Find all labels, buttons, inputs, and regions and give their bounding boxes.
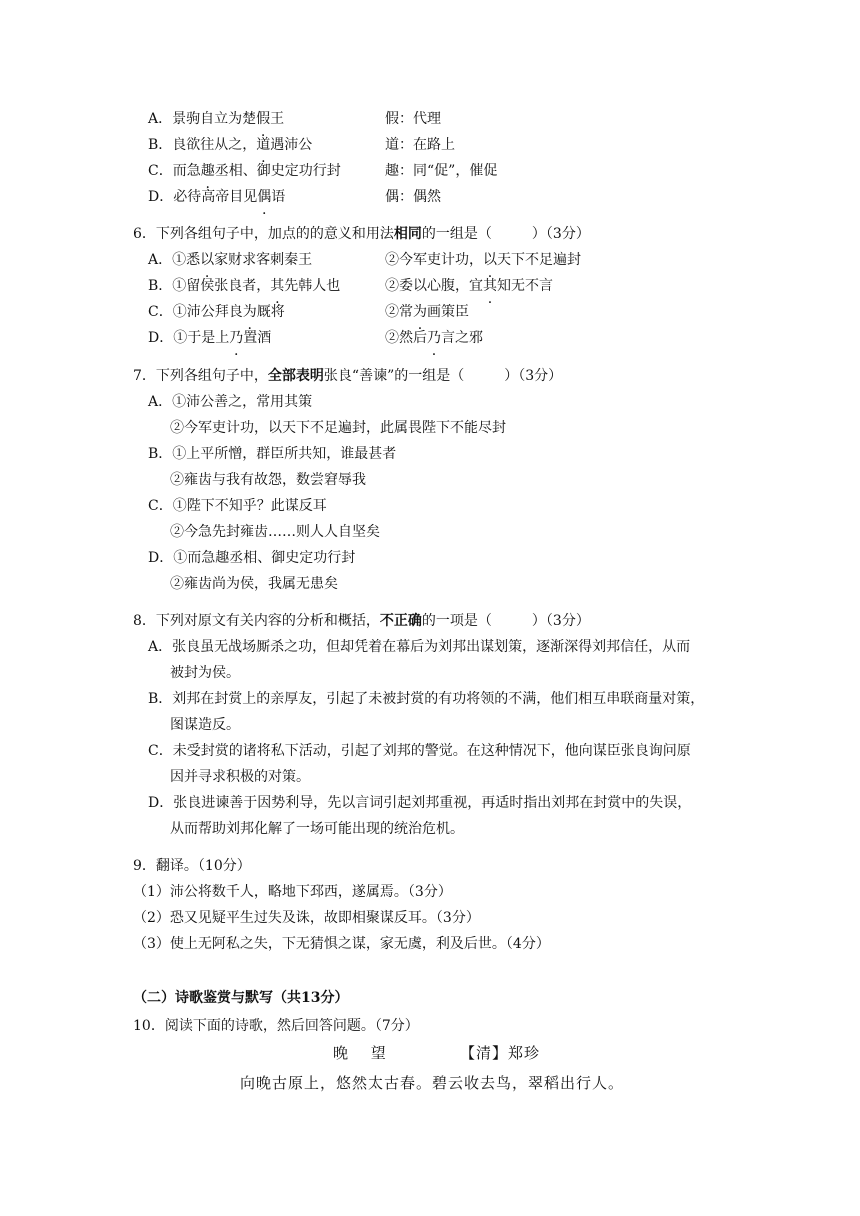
q7-option-b: B．①上平所憎，群臣所共知，谁最甚者: [148, 446, 397, 462]
q8-option-d-cont: 从而帮助刘邦化解了一场可能出现的统治危机。: [170, 821, 464, 837]
emphasis-char: 其: [483, 278, 497, 294]
q10-stem: 10．阅读下面的诗歌，然后回答问题。（7分）: [133, 1018, 419, 1034]
q5-option-d: D．必待高帝目见偶语: [148, 189, 286, 205]
emphasis-char: 假: [256, 111, 271, 127]
emphasis-char: 以: [483, 252, 497, 268]
q9-sentence-3: （3）使上无阿私之失，下无猜惧之谋，家无虞，利及后世。（4分）: [133, 936, 550, 952]
q5-gloss-a: 假：代理: [385, 111, 441, 127]
q6-stem: 6．下列各组句子中，加点的的意义和用法相同的一组是（ ）（3分）: [133, 226, 590, 242]
q5-gloss-c: 趣：同“促”，催促: [385, 163, 498, 179]
poem-author: 【清】郑珍: [460, 1044, 541, 1062]
q6-option-c: C．①沛公拜良为厩将: [148, 304, 285, 320]
emphasis-char: 偶: [257, 189, 272, 205]
q9-sentence-2: （2）恐又见疑平生过失及诛，故即相聚谋反耳。（3分）: [133, 910, 480, 926]
q7-option-d: D．①而急趣丞相、御史定功行封: [148, 550, 356, 566]
q7-option-a: A．①沛公善之，常用其策: [148, 394, 313, 410]
q6-option-d: D．①于是上乃置酒: [148, 330, 272, 346]
emphasis-char: 乃: [427, 330, 441, 346]
q5-gloss-d: 偶：偶然: [385, 189, 441, 205]
q8-stem: 8．下列对原文有关内容的分析和概括，不正确的一项是（ ）（3分）: [133, 613, 590, 629]
q6-option-b-second: ②委以心腹，宜其知无不言: [385, 278, 553, 294]
q8-option-b-cont: 图谋造反。: [170, 717, 240, 733]
q6-option-c-second: ②常为画策臣: [385, 304, 469, 320]
q9-sentence-1: （1）沛公将数千人，略地下邳西，遂属焉。（3分）: [133, 884, 452, 900]
q7-option-b-second: ②雍齿与我有故怨，数尝窘辱我: [170, 472, 366, 488]
q5-option-a: A．景驹自立为楚假王: [148, 111, 285, 127]
q5-option-c: C．而急趣丞相、御史定功行封: [148, 163, 341, 179]
q7-option-a-second: ②今军吏计功，以天下不足遍封，此属畏陛下不能尽封: [170, 420, 506, 436]
emphasis-char: 以: [200, 252, 215, 268]
q7-option-c: C．①陛下不知乎？此谋反耳: [148, 498, 327, 514]
q9-stem: 9．翻译。（10分）: [133, 858, 251, 874]
emphasis-char: 其: [270, 278, 285, 294]
q5-gloss-b: 道：在路上: [385, 137, 455, 153]
emphasis-char: 趣: [200, 163, 215, 179]
poem-line: 向晚古原上，悠然太古春。碧云收去鸟，翠稻出行人。: [240, 1074, 625, 1092]
q6-option-a: A．①悉以家财求客刺秦王: [148, 252, 313, 268]
q8-option-a: A．张良虽无战场厮杀之功，但却凭着在幕后为刘邦出谋划策，逐渐深得刘邦信任，从而: [148, 639, 691, 655]
q8-option-d: D．张良进谏善于因势利导，先以言词引起刘邦重视，再适时指出刘邦在封赏中的失误，: [148, 795, 692, 811]
q5-option-b: B．良欲往从之，道遇沛公: [148, 137, 313, 153]
q6-option-b: B．①留侯张良者，其先韩人也: [148, 278, 341, 294]
q8-option-a-cont: 被封为侯。: [170, 665, 240, 681]
emphasis-char: 乃: [229, 330, 244, 346]
q6-option-d-second: ②然后乃言之邪: [385, 330, 483, 346]
q8-option-c-cont: 因并寻求积极的对策。: [170, 769, 310, 785]
q7-stem: 7．下列各组句子中，全部表明张良“善谏”的一组是（ ）（3分）: [133, 368, 563, 384]
q7-option-d-second: ②雍齿尚为侯，我属无患矣: [170, 576, 338, 592]
q6-option-a-second: ②今军吏计功，以天下不足遍封: [385, 252, 581, 268]
emphasis-char: 为: [413, 304, 427, 320]
emphasis-char: 为: [242, 304, 257, 320]
q8-option-c: C．未受封赏的诸将私下活动，引起了刘邦的警觉。在这种情况下，他向谋臣张良询问原: [148, 743, 691, 759]
q8-option-b: B．刘邦在封赏上的亲厚友，引起了未被封赏的有功将领的不满，他们相互串联商量对策，: [148, 691, 705, 707]
q7-option-c-second: ②今急先封雍齿……则人人自坚矣: [170, 524, 380, 540]
section-heading: （二）诗歌鉴赏与默写（共13分）: [133, 990, 349, 1006]
poem-title: 晚 望: [333, 1044, 387, 1062]
emphasis-char: 道: [256, 137, 271, 153]
